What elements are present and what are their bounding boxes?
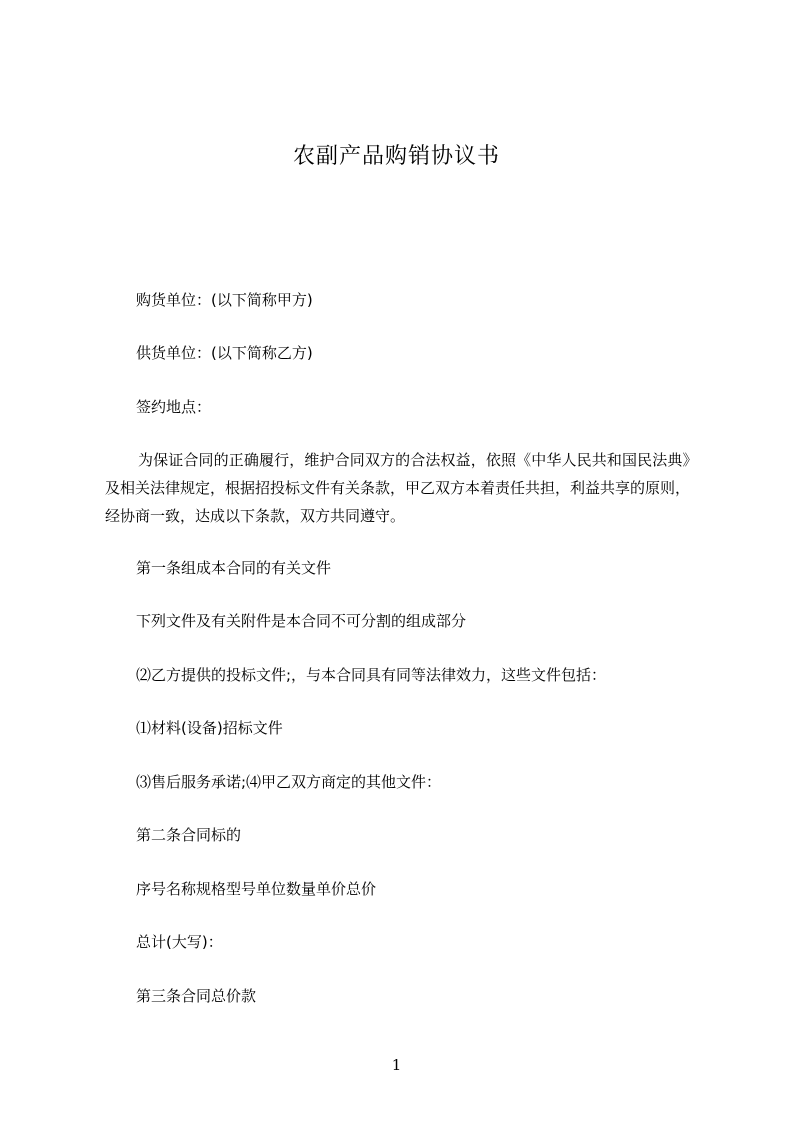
article1-heading: 第一条组成本合同的有关文件 bbox=[136, 559, 332, 577]
article3-heading: 第三条合同总价款 bbox=[136, 987, 257, 1005]
page-number: 1 bbox=[391, 1056, 402, 1074]
supplier-line: 供货单位：(以下简称乙方) bbox=[136, 344, 313, 362]
article2-table-header: 序号名称规格型号单位数量单价总价 bbox=[136, 880, 377, 898]
preamble-paragraph: 为保证合同的正确履行，维护合同双方的合法权益，依照《中华人民共和国民法典》及相关法律规定，根据招投标文件有关条款，甲乙双方本着责任共担，利益共享的原则，经协商一致，达成以下条款，双方共同遵守。 bbox=[105, 451, 691, 525]
article1-item-3-4: ⑶售后服务承诺;⑷甲乙双方商定的其他文件： bbox=[136, 773, 442, 791]
buyer-line: 购货单位：(以下简称甲方) bbox=[136, 291, 313, 309]
article1-intro: 下列文件及有关附件是本合同不可分割的组成部分 bbox=[136, 612, 467, 630]
article1-item-2: ⑵乙方提供的投标文件;，与本合同具有同等法律效力，这些文件包括： bbox=[136, 666, 607, 684]
article1-item-1: ⑴材料(设备)招标文件 bbox=[136, 719, 283, 737]
article2-heading: 第二条合同标的 bbox=[136, 826, 242, 844]
article2-total: 总计(大写)： bbox=[136, 933, 223, 951]
document-title: 农副产品购销协议书 bbox=[292, 144, 500, 169]
signing-place-line: 签约地点： bbox=[136, 398, 212, 416]
